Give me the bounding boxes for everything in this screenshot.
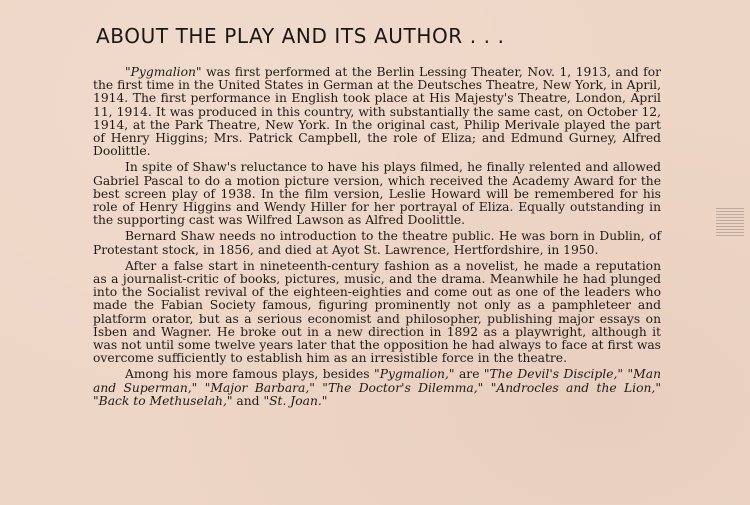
paragraph-text: are bbox=[454, 367, 484, 382]
play-title: "Pygmalion," bbox=[374, 367, 455, 382]
paragraph-text bbox=[197, 381, 204, 395]
play-title: "Man and Superman," bbox=[93, 367, 661, 395]
paragraph-3 bbox=[93, 230, 661, 256]
play-title: "The Doctor's Dilemma," bbox=[322, 380, 484, 395]
paragraph-5 bbox=[93, 368, 661, 408]
page-heading: ABOUT THE PLAY AND ITS AUTHOR . . . bbox=[96, 24, 505, 48]
paragraph-2 bbox=[93, 161, 661, 227]
play-title-pygmalion: "Pygmalion" bbox=[125, 65, 202, 79]
article-body bbox=[93, 66, 661, 408]
paragraph-text bbox=[483, 381, 490, 395]
paragraph-text: In spite of Shaw's reluctance to have his plays filmed, he finally relented and allowed Gabriel Pascal to do a motion picture version, which received the Academy Award for the best screen play of 1938. In the film version, Leslie Howard will be remembered for his role of Henry Higgins and Wendy Hiller for her portrayal of Eliza. Equally outstanding in the supporting cast was Wilfred Lawson as Alfred Doolittle. bbox=[93, 160, 661, 228]
play-title: "Androcles and the Lion," bbox=[490, 380, 661, 395]
paragraph-text: After a false start in nineteenth-century fashion as a novelist, he made a reputation as a journalist-critic of books, pictures, music, and the drama. Meanwhile he had plunged into the Socialist revival of the eighteen-eighties and come out as one of the leaders who made the Fabian Society famous, figuring prominently not only as a pamphleteer and platform orator, but as a serious economist and philosopher, publishing major essays on Isben and Wagner. He broke out in a new direction in 1892 as a playwright, although it was not until some twelve years later that the opposition he had always to face at first was overcome sufficiently to establish him as an irresistible force in the theatre. bbox=[93, 258, 661, 366]
paragraph-1 bbox=[93, 66, 661, 158]
play-title: "Back to Methuselah," bbox=[93, 393, 233, 408]
play-title: "St. Joan." bbox=[263, 393, 328, 408]
paragraph-text: Among his more famous plays, besides bbox=[125, 367, 375, 382]
paragraph-text: Bernard Shaw needs no introduction to the theatre public. He was born in Dublin, of Protestant stock, in 1856, and died at Ayot St. Lawrence, Hertfordshire, in 1950. bbox=[93, 229, 661, 257]
paragraph-4 bbox=[93, 260, 661, 366]
paragraph-text: was first performed at the Berlin Lessing Theater, Nov. 1, 1913, and for the first time in the United States in German at the Deutsches Theatre, New York, in April, 1914. The first performance in English took place at His Majesty's Theatre, London, April 11, 1914. It was produced in this country, with substantially the same cast, on October 12, 1914, at the Park Theatre, New York. In the original cast, Philip Merivale played the part of Henry Higgins; Mrs. Patrick Campbell, the role of Eliza; and Edmund Gurney, Alfred Doolittle. bbox=[93, 65, 661, 159]
play-title: "The Devil's Disciple," bbox=[483, 367, 624, 382]
play-title: "Major Barbara," bbox=[204, 380, 315, 395]
page-edge-bleed-mark bbox=[716, 208, 744, 238]
paragraph-text: and bbox=[232, 393, 264, 408]
